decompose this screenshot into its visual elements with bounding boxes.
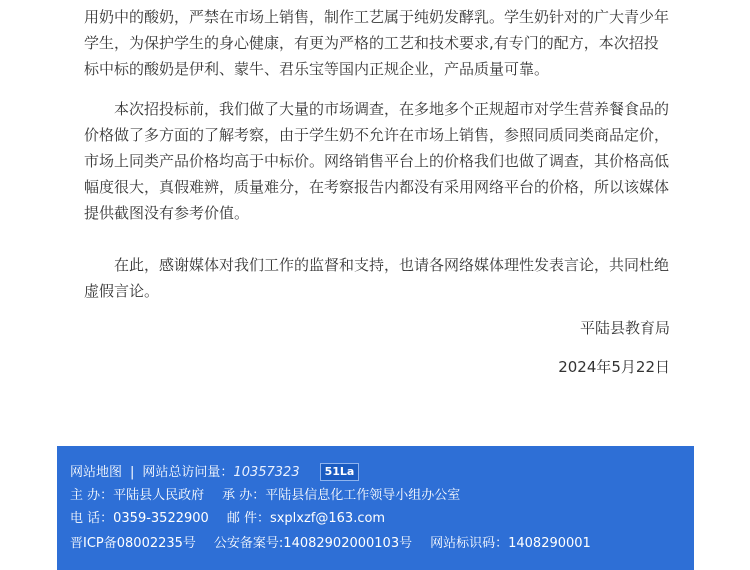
organizer-value: 平陆县信息化工作领导小组办公室 bbox=[265, 488, 461, 503]
paragraph-line: 用奶中的酸奶，严禁在市场上销售，制作工艺属于纯奶发酵乳。学生奶针对的广大青少年 bbox=[84, 8, 670, 26]
stats-badge[interactable]: 51La bbox=[320, 463, 360, 481]
signature-organization: 平陆县教育局 bbox=[579, 319, 670, 337]
police-record-link[interactable]: 公安备案号:14082902000103号 bbox=[213, 536, 413, 551]
paragraph-line: 提供截图没有参考价值。 bbox=[84, 204, 250, 222]
phone-value: 0359-3522900 bbox=[113, 511, 209, 526]
email-link[interactable]: sxplxzf@163.com bbox=[269, 511, 386, 526]
host-value: 平陆县人民政府 bbox=[113, 488, 205, 503]
paragraph-line: 虚假言论。 bbox=[84, 282, 160, 300]
site-footer bbox=[57, 446, 694, 570]
footer-row-contact bbox=[70, 510, 385, 528]
icp-record-link[interactable]: 晋ICP备08002235号 bbox=[70, 536, 196, 551]
footer-row-records bbox=[70, 535, 591, 553]
email-label: 邮 件： bbox=[226, 511, 270, 526]
phone-label: 电 话： bbox=[70, 511, 114, 526]
paragraph-line: 在此，感谢媒体对我们工作的监督和支持，也请各网络媒体理性发表言论，共同杜绝 bbox=[114, 256, 670, 274]
footer-row-links bbox=[70, 463, 359, 482]
paragraph-line: 学生，为保护学生的身心健康，有更为严格的工艺和技术要求,有专门的配方，本次招投 bbox=[84, 34, 659, 52]
article-paragraph-2 bbox=[84, 96, 670, 226]
footer-separator: | bbox=[130, 465, 135, 480]
paragraph-line: 幅度很大，真假难辨，质量难分，在考察报告内都没有采用网络平台的价格，所以该媒体 bbox=[84, 178, 670, 196]
visits-count: 10357323 bbox=[233, 465, 300, 480]
paragraph-line: 市场上同类产品价格均高于中标价。网络销售平台上的价格我们也做了调查，其价格高低 bbox=[84, 152, 670, 170]
sitemap-link[interactable]: 网站地图 bbox=[70, 465, 123, 480]
article-paragraph-1 bbox=[84, 4, 670, 82]
paragraph-line: 本次招投标前，我们做了大量的市场调查，在多地多个正规超市对学生营养餐食品的 bbox=[114, 100, 670, 118]
paragraph-line: 标中标的酸奶是伊利、蒙牛、君乐宝等国内正规企业，产品质量可靠。 bbox=[84, 60, 550, 78]
paragraph-line: 价格做了多方面的了解考察，由于学生奶不允许在市场上销售，参照同质同类商品定价， bbox=[84, 126, 670, 144]
organizer-label: 承 办： bbox=[222, 488, 266, 503]
footer-row-host bbox=[70, 487, 460, 505]
signature-date: 2024年5月22日 bbox=[558, 358, 670, 376]
visits-label: 网站总访问量： bbox=[142, 465, 234, 480]
article-paragraph-3 bbox=[84, 252, 670, 304]
host-label: 主 办： bbox=[70, 488, 114, 503]
site-id: 网站标识码：1408290001 bbox=[430, 536, 591, 551]
